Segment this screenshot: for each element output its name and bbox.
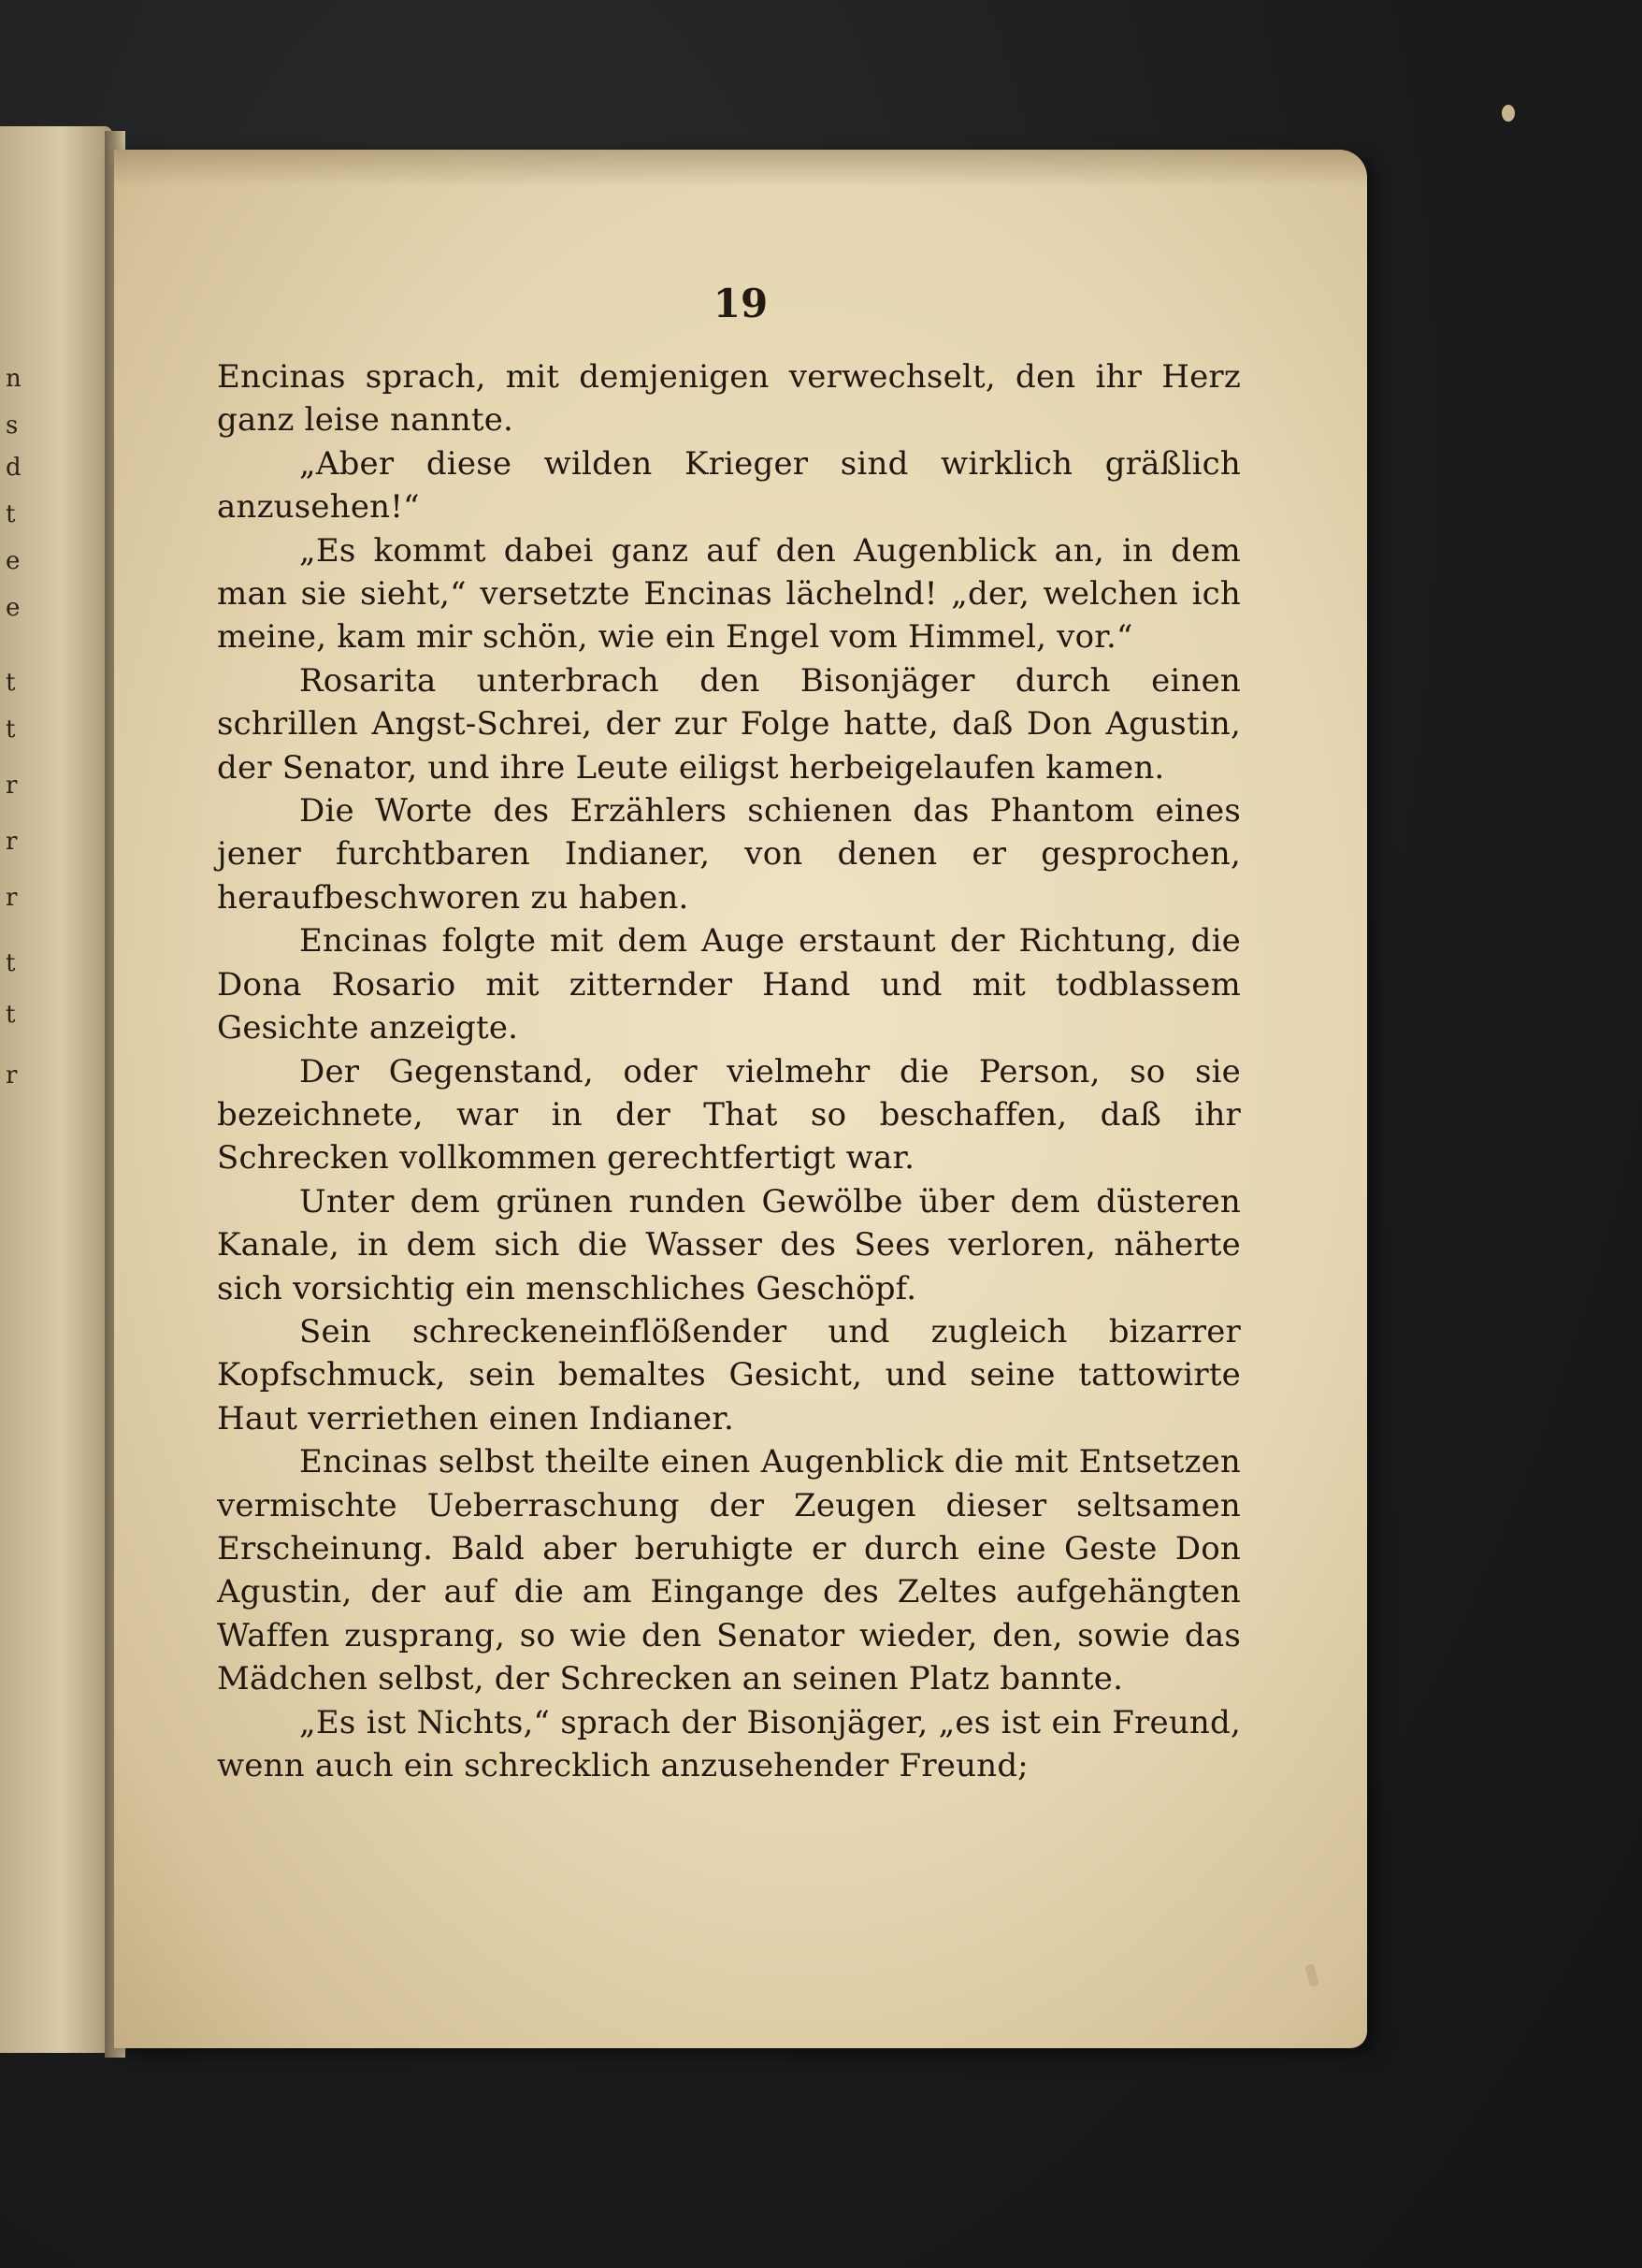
paper-speck xyxy=(1502,105,1515,122)
left-page-edge-letter: r xyxy=(6,772,18,800)
left-page-edge-letter: e xyxy=(6,547,21,575)
left-page-edge-letter: r xyxy=(6,1062,18,1090)
left-page-edge-letter: r xyxy=(6,884,18,912)
left-page-edge-letter: t xyxy=(6,1001,16,1029)
left-page-edge-letter: d xyxy=(6,454,22,482)
left-page-edge-letter: t xyxy=(6,500,16,528)
page-number: 19 xyxy=(713,281,769,326)
book-page xyxy=(114,150,1367,2048)
left-page-edge-letter: t xyxy=(6,949,16,977)
paragraph: Encinas selbst theilte einen Augenblick die mit Entsetzen vermischte Ueberraschung der Zeugen dieser seltsamen Erscheinung. Bald aber beruhigte er durch eine Geste Don Agustin, der auf die am Eingange des Zeltes aufgehängten Waffen zusprang, so wie den Senator wieder, den, sowie das Mädchen selbst, der Schrecken an seinen Platz bannte. xyxy=(217,1443,1241,1698)
paragraph: Encinas folgte mit dem Auge erstaunt der Richtung, die Dona Rosario mit zitternder Hand und mit todblassem Gesichte anzeigte. xyxy=(217,922,1241,1047)
paragraph: Encinas sprach, mit demjenigen verwechselt, den ihr Herz ganz leise nannte. xyxy=(217,358,1241,440)
paragraph: Unter dem grünen runden Gewölbe über dem düsteren Kanale, in dem sich die Wasser des Sees verloren, näherte sich vorsichtig ein menschliches Geschöpf. xyxy=(217,1182,1241,1307)
left-page-edge-letter: t xyxy=(6,669,16,697)
paragraph: Die Worte des Erzählers schienen das Phantom eines jener furchtbaren Indianer, von denen er gesprochen, heraufbeschworen zu haben. xyxy=(217,792,1241,917)
left-page-edge-letter: t xyxy=(6,715,16,744)
paragraph: Der Gegenstand, oder vielmehr die Person, so sie bezeichnete, war in der That so beschaffen, daß ihr Schrecken vollkommen gerechtfertigt war. xyxy=(217,1052,1241,1177)
left-page-edge-letter: s xyxy=(6,412,19,440)
paragraph: „Es ist Nichts,“ sprach der Bisonjäger, „es ist ein Freund, wenn auch ein schrecklich anzusehender Freund; xyxy=(217,1703,1241,1784)
left-facing-page xyxy=(0,126,112,2053)
paragraph: „Aber diese wilden Krieger sind wirklich gräßlich anzusehen!“ xyxy=(217,444,1241,527)
paragraph: Sein schreckeneinflößender und zugleich bizarrer Kopfschmuck, sein bemaltes Gesicht, und seine tattowirte Haut verriethen einen Indianer. xyxy=(217,1312,1241,1437)
left-page-edge-letter: n xyxy=(6,365,22,393)
paragraph: Rosarita unterbrach den Bisonjäger durch einen schrillen Angst-Schrei, der zur Folge hatte, daß Don Agustin, der Senator, und ihre Leute eiligst herbeigelaufen kamen. xyxy=(217,661,1241,787)
left-page-edge-letter: e xyxy=(6,594,21,622)
left-page-edge-letter: r xyxy=(6,828,18,856)
paragraph: „Es kommt dabei ganz auf den Augenblick an, in dem man sie sieht,“ versetzte Encinas lächelnd! „der, welchen ich meine, kam mir schön, wie ein Engel vom Himmel, vor.“ xyxy=(217,531,1241,657)
page-body xyxy=(217,355,1241,1787)
